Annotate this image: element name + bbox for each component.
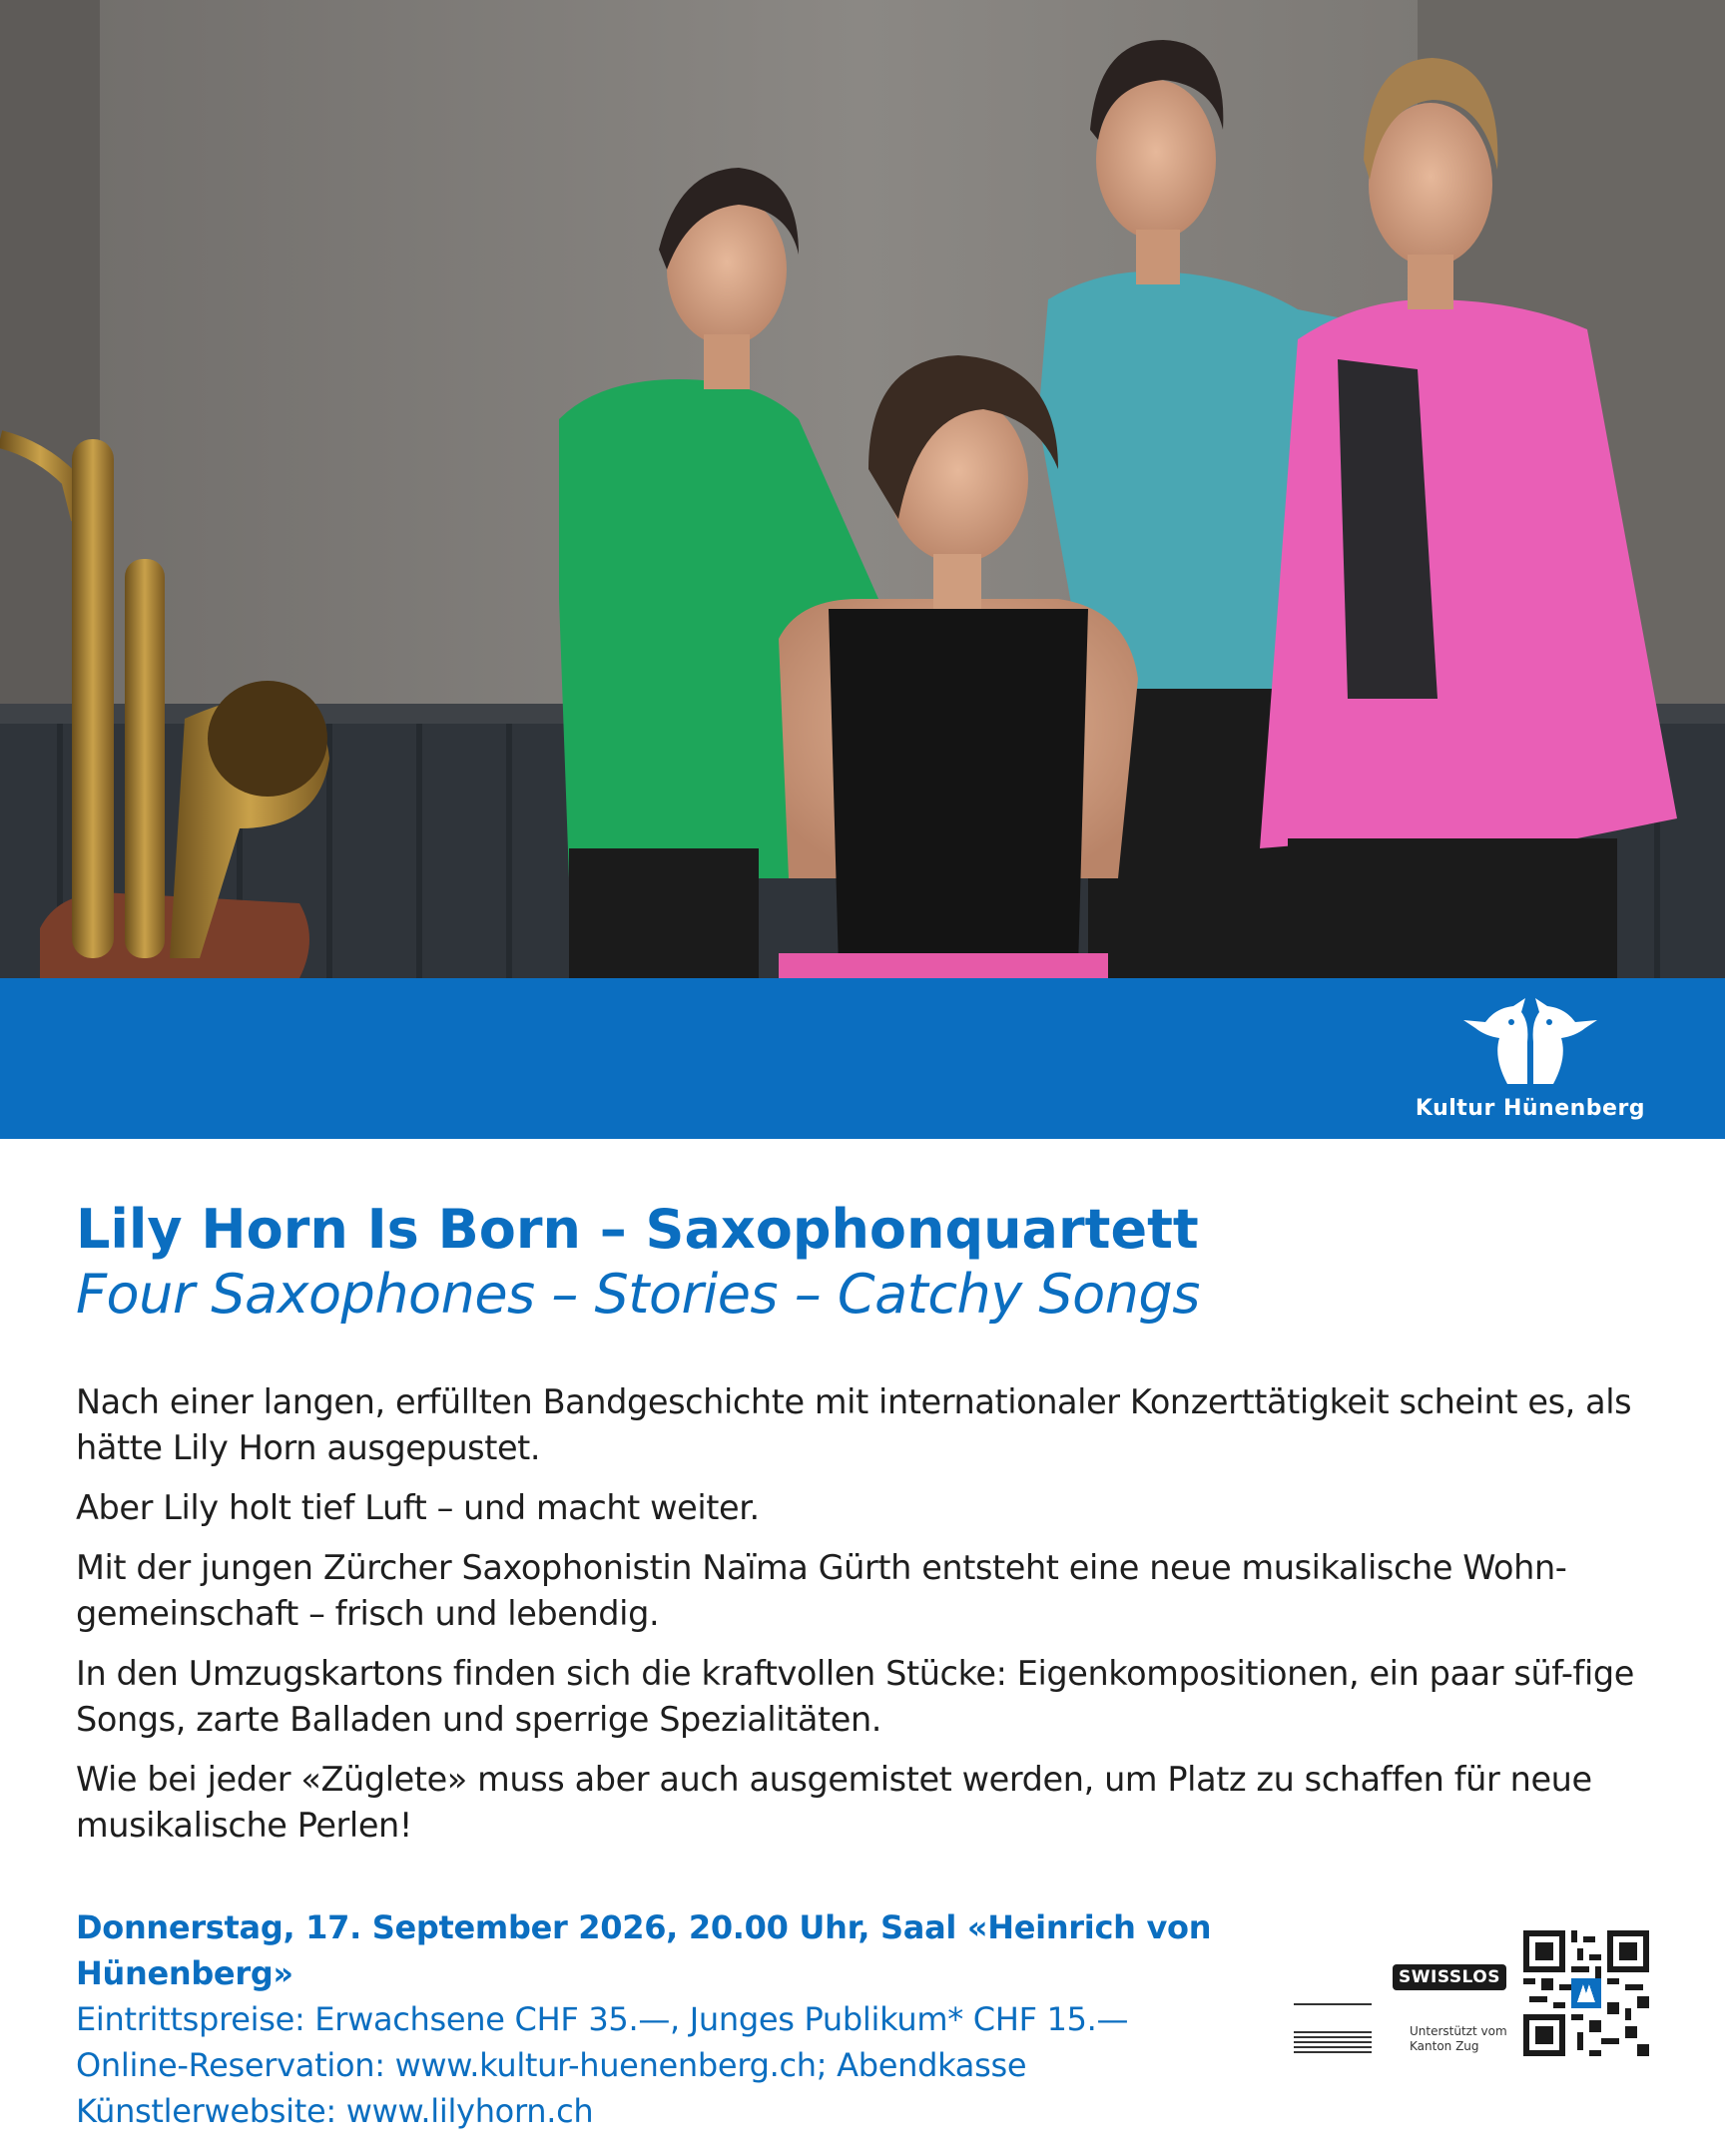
paragraph: Nach einer langen, erfüllten Bandgeschichte mit internationaler Konzerttätigkeit scheint es, als hätte Lily Horn ausgepustet. (76, 1382, 1632, 1467)
swisslos-logo: SWISSLOS (1393, 1964, 1506, 1990)
paragraph: Wie bei jeder «Züglete» muss aber auch ausgemistet werden, um Platz zu schaffen für neue musikalische Perlen! (76, 1760, 1592, 1845)
description-body (76, 1379, 1653, 1849)
event-description (76, 1198, 1653, 1863)
quartet-illustration (0, 0, 1725, 978)
paragraph: Aber Lily holt tief Luft – und macht weiter. (76, 1488, 760, 1527)
unicorn-heads-icon (1455, 998, 1605, 1090)
reservation-info: Online-Reservation: www.kultur-huenenberg.ch; Abendkasse (76, 2046, 1027, 2084)
event-date: Donnerstag, 17. September 2026, 20.00 Uhr, Saal «Heinrich von Hünenberg» (76, 1908, 1212, 1992)
kultur-huenenberg-logo (1411, 998, 1650, 1123)
paragraph: Mit der jungen Zürcher Saxophonistin Naïma Gürth entsteht eine neue musikalische Wohn-gemeinschaft – frisch und lebendig. (76, 1548, 1567, 1633)
event-subtitle: Four Saxophones – Stories – Catchy Songs (76, 1263, 1200, 1326)
qr-code-icon[interactable] (1523, 1930, 1649, 2056)
ticket-prices: Eintrittspreise: Erwachsene CHF 35.—, Junges Publikum* CHF 15.— (76, 2000, 1129, 2038)
event-info (76, 1904, 1374, 2134)
paragraph: In den Umzugskartons finden sich die kraftvollen Stücke: Eigenkompositionen, ein paar süf-fige Songs, zarte Balladen und sperrige Spezialitäten. (76, 1654, 1634, 1739)
canton-zug-icon (1294, 1996, 1374, 2056)
brand-band (0, 978, 1725, 1139)
support-text: Unterstützt vom Kanton Zug (1410, 2024, 1507, 2053)
logo-text: Kultur Hünenberg (1415, 1096, 1646, 1121)
event-title: Lily Horn Is Born – Saxophonquartett (76, 1198, 1199, 1261)
band-photo (0, 0, 1725, 978)
artist-website: Künstlerwebsite: www.lilyhorn.ch (76, 2092, 594, 2130)
